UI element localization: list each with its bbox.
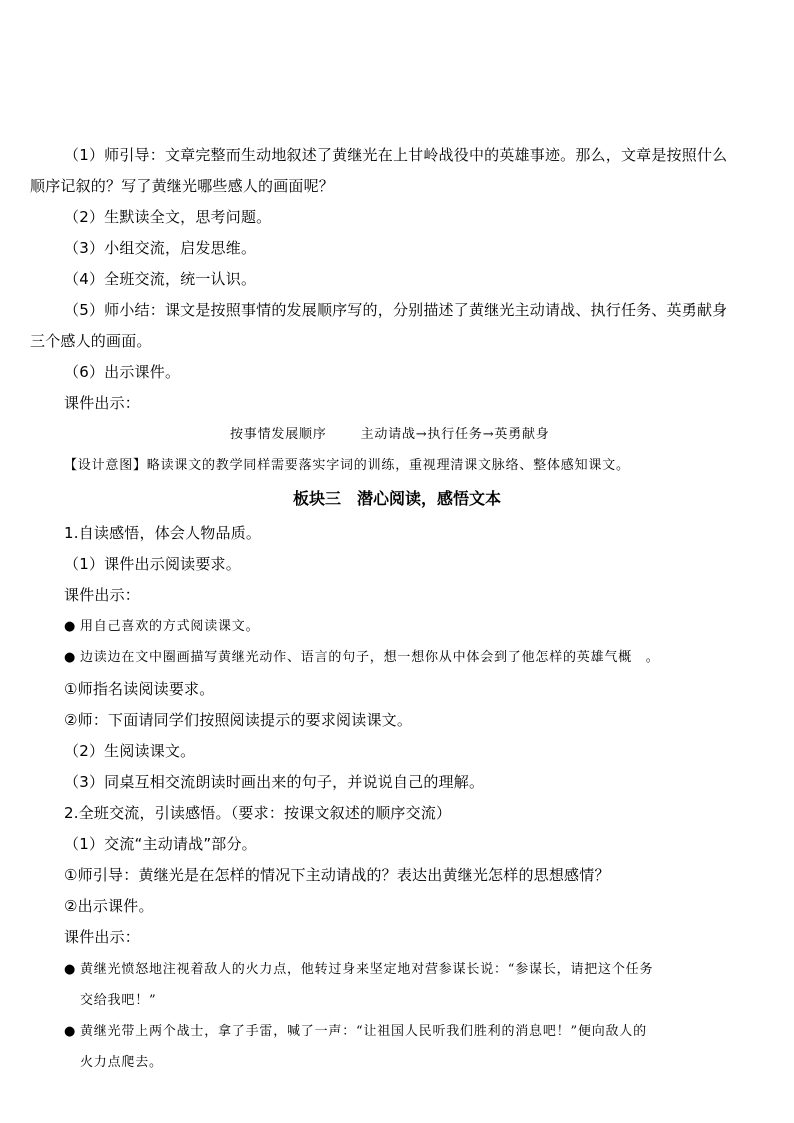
step2-sub1: （1）交流“主动请战”部分。 xyxy=(64,835,257,853)
flow-label: 按事情发展顺序 xyxy=(230,427,327,442)
quote-2-line2: 火力点爬去。 xyxy=(80,1055,163,1070)
bullet-icon: ● xyxy=(64,650,77,665)
quote-1-line2: 交给我吧！” xyxy=(80,993,157,1008)
para-summary-line1: （5）师小结：课文是按照事情的发展顺序写的，分别描述了黄继光主动请战、执行任务、英勇献身 xyxy=(64,301,728,319)
flow-sequence: 主动请战→执行任务→英勇献身 xyxy=(360,427,550,442)
reading-requirement-1: ● 用自己喜欢的方式阅读课文。 xyxy=(64,617,259,637)
bullet-icon: ● xyxy=(64,962,77,977)
reading-requirement-2: ● 边读边在文中圈画描写黄继光动作、语言的句子，想一想你从中体会到了他怎样的英雄气概 。 xyxy=(64,648,660,668)
para-step2: （2）生默读全文，思考问题。 xyxy=(64,208,272,226)
quote-2-line1: ● 黄继光带上两个战士，拿了手雷，喊了一声：“让祖国人民听我们胜利的消息吧！”便向敌人的 xyxy=(64,1022,647,1042)
courseware-label: 课件出示： xyxy=(64,928,141,946)
para-summary-line2: 三个感人的画面。 xyxy=(30,332,152,350)
courseware-label: 课件出示： xyxy=(64,586,141,604)
step1-sub1: （1）课件出示阅读要求。 xyxy=(64,555,241,573)
para-guide-line1: （1）师引导：文章完整而生动地叙述了黄继光在上甘岭战役中的英雄事迹。那么，文章是按照什么 xyxy=(64,146,728,164)
para-step4: （4）全班交流，统一认识。 xyxy=(64,270,257,288)
sub-item-2: ②师：下面请同学们按照阅读提示的要求阅读课文。 xyxy=(64,711,413,729)
section-heading: 板块三 潜心阅读，感悟文本 xyxy=(292,489,501,508)
courseware-label: 课件出示： xyxy=(64,394,141,412)
quote-1-line1: ● 黄继光愤怒地注视着敌人的火力点，他转过身来坚定地对营参谋长说：“参谋长，请把这个任务 xyxy=(64,960,653,980)
design-intent: 【设计意图】略读课文的教学同样需要落实字词的训练，重视理清课文脉络、整体感知课文。 xyxy=(64,458,630,473)
sub-item-show: ②出示课件。 xyxy=(64,897,154,915)
sub-item-1: ①师指名读阅读要求。 xyxy=(64,680,215,698)
para-step6: （6）出示课件。 xyxy=(64,363,181,381)
bullet-icon: ● xyxy=(64,1024,77,1039)
bullet-icon: ● xyxy=(64,619,77,634)
para-step3: （3）小组交流，启发思维。 xyxy=(64,239,257,257)
sub-item-guide: ①师引导：黄继光是在怎样的情况下主动请战的？表达出黄继光怎样的思想感情？ xyxy=(64,866,610,884)
step1-title: 1.自读感悟，体会人物品质。 xyxy=(64,524,262,542)
structure-flow xyxy=(230,425,550,445)
step1-sub2: （2）生阅读课文。 xyxy=(64,742,196,760)
step2-title: 2.全班交流，引读感悟。（要求：按课文叙述的顺序交流） xyxy=(64,804,452,822)
step1-sub3: （3）同桌互相交流朗读时画出来的句子，并说说自己的理解。 xyxy=(64,773,485,791)
para-guide-line2: 顺序记叙的？写了黄继光哪些感人的画面呢？ xyxy=(30,177,335,195)
